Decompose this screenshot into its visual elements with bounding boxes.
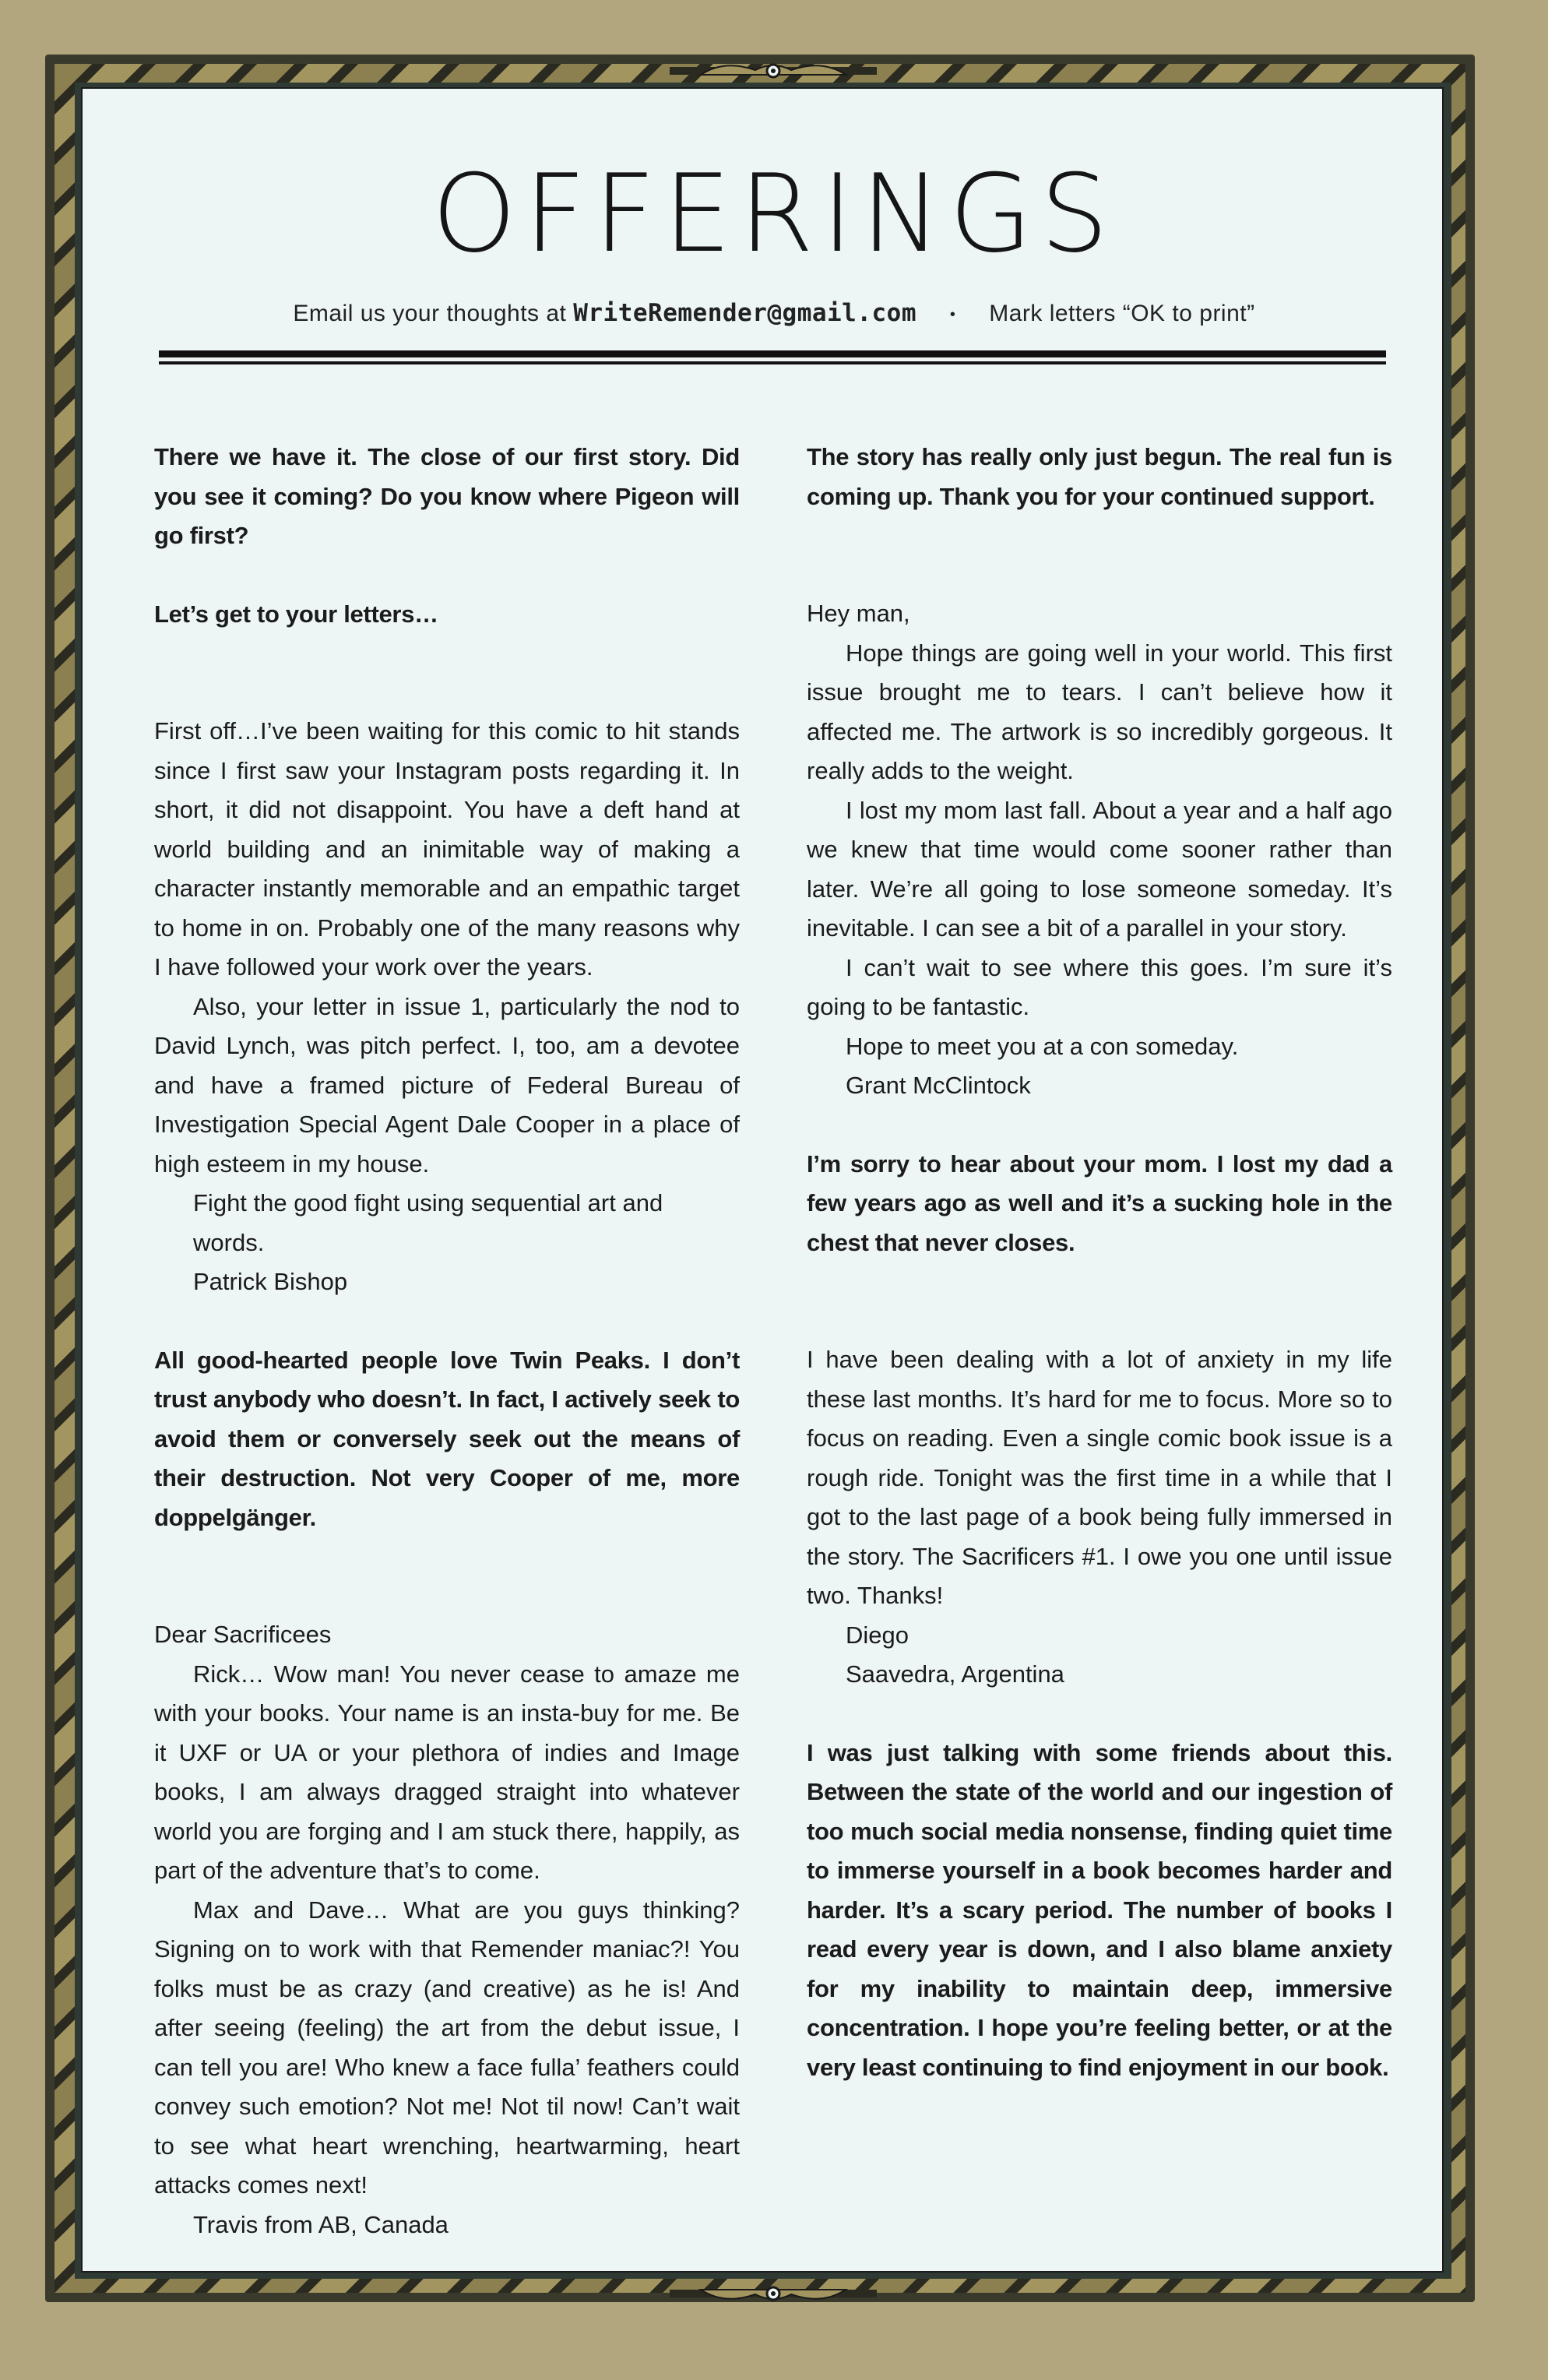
email-address: WriteRemender@gmail.com: [573, 299, 916, 327]
ornament-top: [670, 59, 877, 83]
letter-signature: Travis from AB, Canada: [193, 2210, 449, 2238]
letter-salutation: Hey man,: [807, 600, 910, 627]
header-rule-thin: [159, 361, 1386, 364]
header-rule-thick: [159, 350, 1386, 357]
letter-paragraph: I can’t wait to see where this goes. I’m sure it’s going to be fantastic.: [807, 953, 1392, 1020]
tagline-note: Mark letters “OK to print”: [989, 301, 1255, 326]
right-column: [807, 438, 1392, 2087]
letter-location: Saavedra, Argentina: [846, 1660, 1064, 1688]
letter-paragraph: I have been dealing with a lot of anxiety in my life these last months. It’s hard for me to focus. More so to focus on reading. Even a single comic book issue is a rough ride. Tonight was the first time in a while that I got to the last page of a book being fully immersed in the story. The Sacrificers #1. I owe you one until issue two. Thanks!: [807, 1346, 1392, 1609]
letter-paragraph: First off…I’ve been waiting for this comic to hit stands since I first saw your Instagram posts regarding it. In short, it did not disappoint. You have a deft hand at world building and an inimitable way of making a character instantly memorable and an empathic target to home in on. Probably one of the many reasons why I have followed your work over the years.: [154, 717, 740, 981]
editor-lead-in: Let’s get to your letters…: [154, 600, 438, 628]
left-column: [154, 438, 740, 2244]
editor-reply: The story has really only just begun. The real fun is coming up. Thank you for your continued support.: [807, 443, 1392, 510]
letter-signature: Grant McClintock: [846, 1072, 1031, 1099]
letter-closing: Fight the good fight using sequential art and words.: [193, 1189, 663, 1256]
tagline: [0, 299, 1548, 327]
ornament-bottom: [670, 2282, 877, 2305]
editor-reply: I’m sorry to hear about your mom. I lost my dad a few years ago as well and it’s a sucking hole in the chest that never closes.: [807, 1150, 1392, 1256]
letter-signature: Patrick Bishop: [193, 1268, 348, 1295]
letter-paragraph: Hope things are going well in your world. This first issue brought me to tears. I can’t believe how it affected me. The artwork is so incredibly gorgeous. It really adds to the weight.: [807, 639, 1392, 784]
letter-paragraph: Max and Dave… What are you guys thinking? Signing on to work with that Remender maniac?! You folks must be as crazy (and creative) as he is! And after seeing (feeling) the art from the debut issue, I can tell you are! Who knew a face fulla’ feathers could convey such emotion? Not me! Not til now! Can’t wait to see what heart wrenching, heartwarming, heart attacks comes next!: [154, 1896, 740, 2199]
editor-reply: I was just talking with some friends about this. Between the state of the world and our ingestion of too much social media nonsense, finding quiet time to immerse yourself in a book becomes harder and harder. It’s a scary period. The number of books I read every year is down, and I also blame anxiety for my inability to maintain deep, immersive concentration. I hope you’re feeling better, or at the very least continuing to find enjoyment in our book.: [807, 1738, 1392, 2081]
tagline-prefix: Email us your thoughts at: [293, 301, 567, 326]
page-title: OFFERINGS: [431, 151, 1117, 276]
editor-intro: There we have it. The close of our first story. Did you see it coming? Do you know where Pigeon will go first?: [154, 443, 740, 549]
tagline-separator: •: [949, 305, 956, 323]
letter-paragraph: Rick… Wow man! You never cease to amaze me with your books. Your name is an insta-buy for me. Be it UXF or UA or your plethora of indies and Image books, I am always dragged straight into whatever world you are forging and I am stuck there, happily, as part of the adventure that’s to come.: [154, 1660, 740, 1884]
letter-paragraph: Also, your letter in issue 1, particularly the nod to David Lynch, was pitch perfect. I, too, am a devotee and have a framed picture of Federal Bureau of Investigation Special Agent Dale Cooper in a place of high esteem in my house.: [154, 992, 740, 1178]
letter-paragraph: I lost my mom last fall. About a year and a half ago we knew that time would come sooner rather than later. We’re all going to lose someone someday. It’s inevitable. I can see a bit of a parallel in your story.: [807, 796, 1392, 942]
editor-reply: All good-hearted people love Twin Peaks. I don’t trust anybody who doesn’t. In fact, I actively seek to avoid them or conversely seek out the means of their destruction. Not very Cooper of me, more doppelgänger.: [154, 1346, 740, 1531]
letter-salutation: Dear Sacrificees: [154, 1621, 332, 1648]
letter-closing: Hope to meet you at a con someday.: [846, 1032, 1239, 1060]
letter-signature: Diego: [846, 1621, 909, 1649]
